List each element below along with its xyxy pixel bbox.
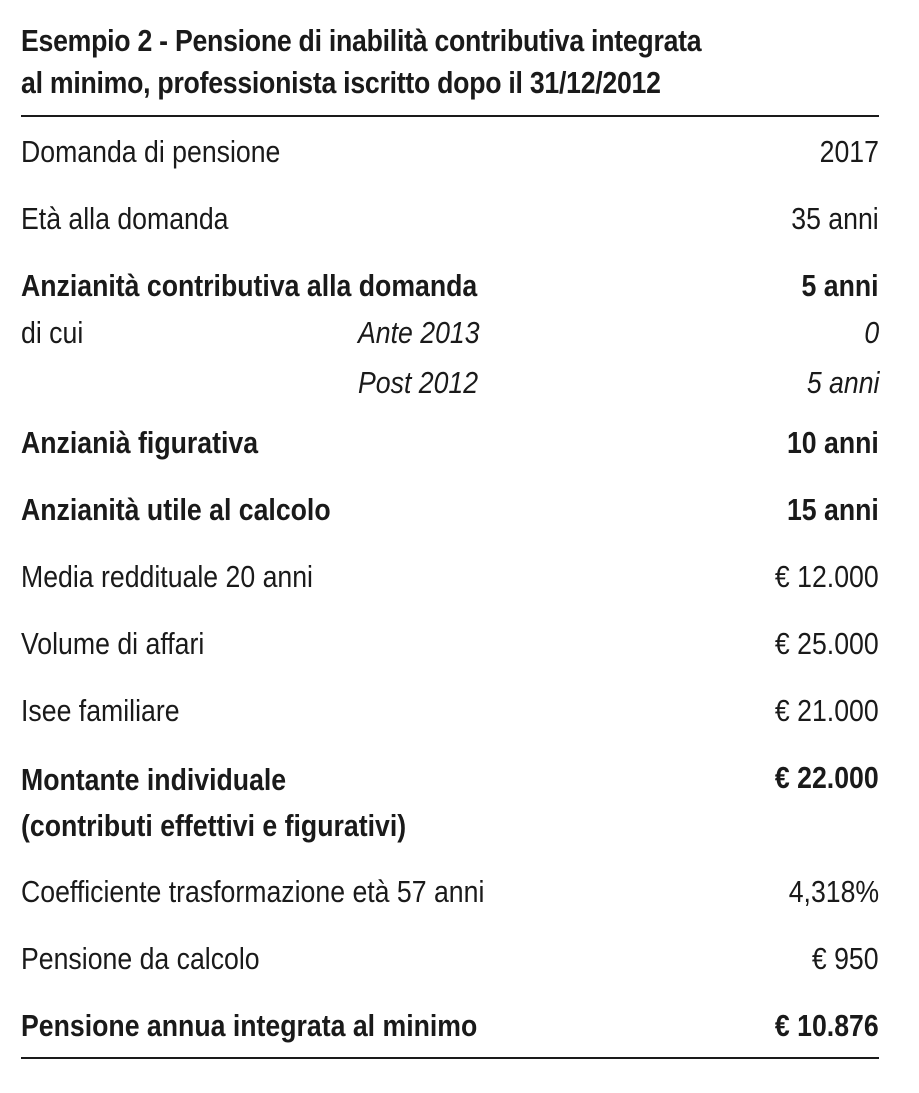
row-label: Coefficiente trasformazione età 57 anni	[21, 874, 485, 909]
row-sublabel: Ante 2013	[358, 315, 480, 350]
title-line-1: Esempio 2 - Pensione di inabilità contributiva integrata	[21, 23, 702, 58]
row-value: € 10.876	[775, 1008, 879, 1043]
title-line-2: al minimo, professionista iscritto dopo il 31/12/2012	[21, 65, 661, 100]
row-label: Isee familiare	[21, 693, 180, 728]
row-label: Anzianità contributiva alla domanda	[21, 268, 478, 303]
row-value: € 21.000	[775, 693, 879, 728]
row-label: Anzianià figurativa	[21, 425, 259, 460]
row-sublabel: Post 2012	[358, 365, 479, 400]
row-label: di cui	[21, 315, 84, 350]
row-label: Domanda di pensione	[21, 134, 281, 169]
row-value: € 25.000	[775, 626, 879, 661]
row-value: € 22.000	[775, 760, 879, 795]
row-label	[21, 757, 406, 849]
bottom-rule	[21, 1057, 879, 1059]
row-label: Età alla domanda	[21, 201, 229, 236]
row-label-line-2: (contributi effettivi e figurativi)	[21, 808, 407, 843]
row-label: Media reddituale 20 anni	[21, 559, 313, 594]
row-value: 10 anni	[787, 425, 879, 460]
row-label: Anzianità utile al calcolo	[21, 492, 331, 527]
row-value: 4,318%	[788, 874, 879, 909]
row-value: 5 anni	[806, 365, 879, 400]
row-value: 15 anni	[787, 492, 879, 527]
row-value: 2017	[819, 134, 879, 169]
row-value: 35 anni	[791, 201, 879, 236]
row-value: 5 anni	[801, 268, 879, 303]
row-value: € 950	[812, 941, 879, 976]
table-title	[21, 20, 759, 104]
row-label: Pensione da calcolo	[21, 941, 260, 976]
row-label: Pensione annua integrata al minimo	[21, 1008, 478, 1043]
row-label: Volume di affari	[21, 626, 205, 661]
pension-example-table	[21, 0, 879, 1093]
row-value: € 12.000	[775, 559, 879, 594]
top-rule	[21, 115, 879, 117]
row-label-line-1: Montante individuale	[21, 762, 287, 797]
row-value: 0	[864, 315, 879, 350]
